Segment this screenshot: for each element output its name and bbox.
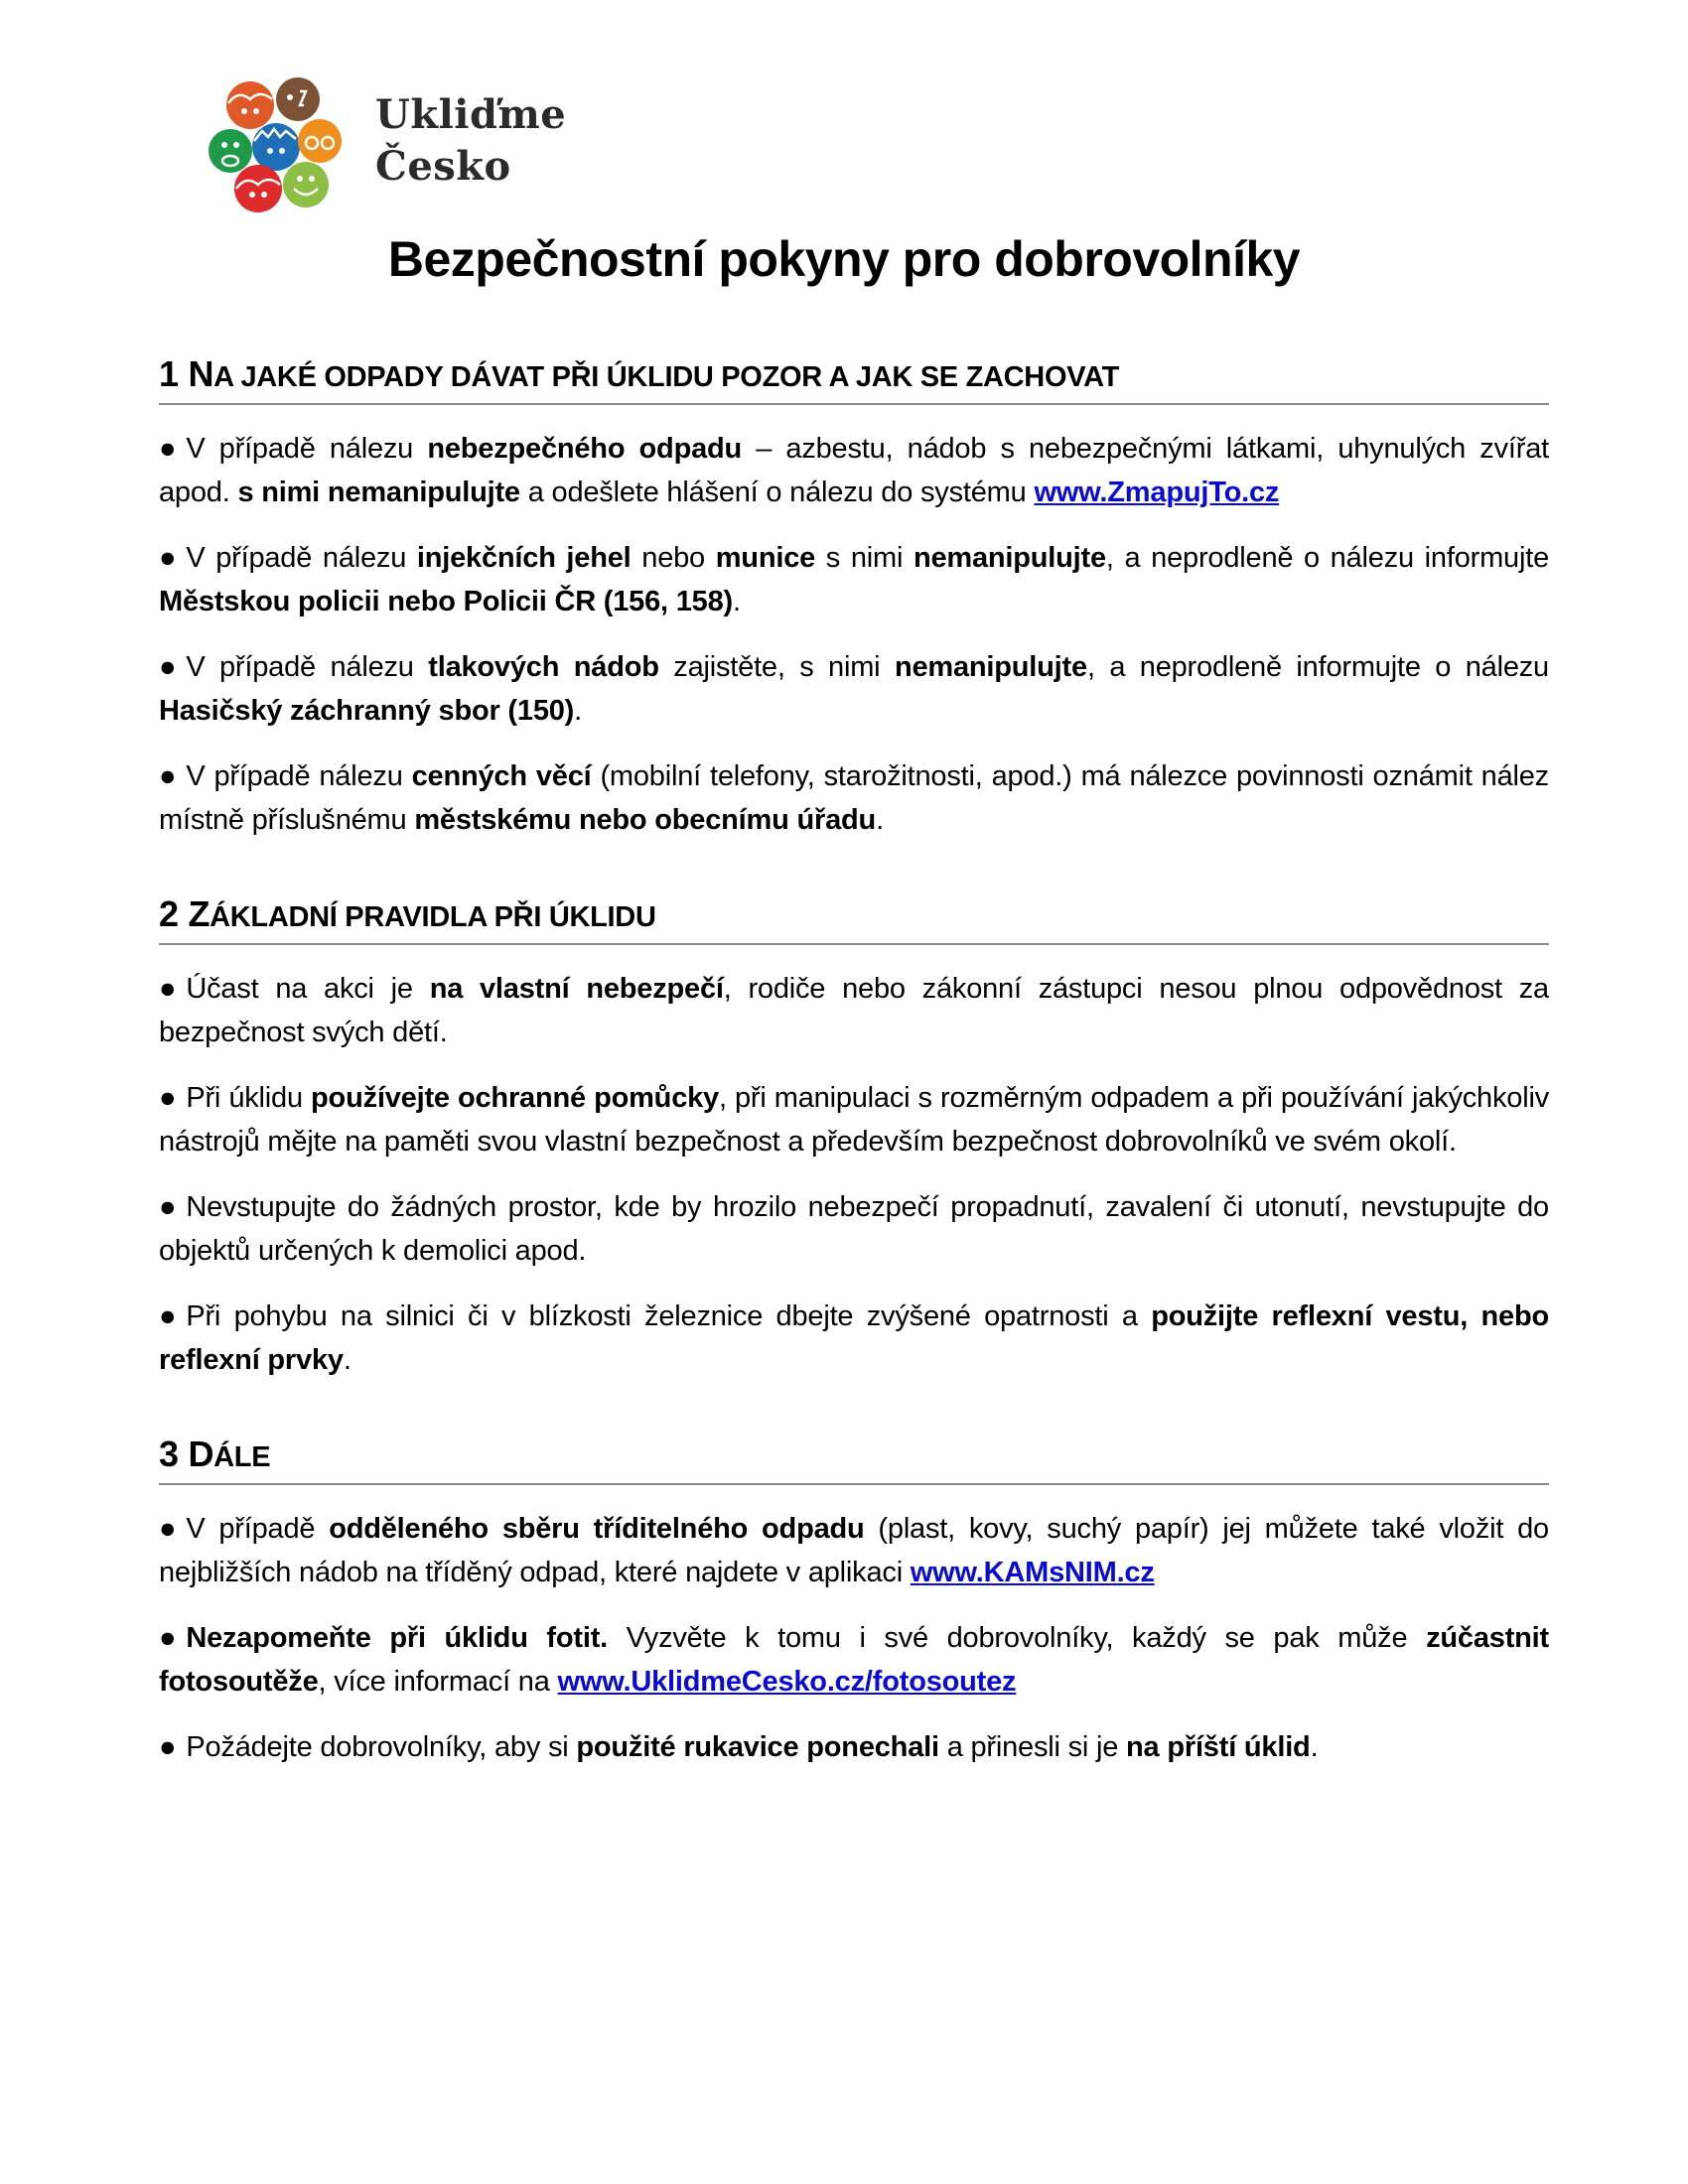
list-item: ● V případě nálezu injekčních jehel nebo munice s nimi nemanipulujte, a neprodleně o nálezu informujte Městskou policii nebo Policii ČR (156, 158). [159,536,1549,623]
bullet-icon: ● [159,760,177,792]
bullet-icon: ● [159,433,177,465]
section-heading: 2 ZÁKLADNÍ PRAVIDLA PŘI ÚKLIDU [159,893,1549,945]
faces-logo-icon [207,75,346,214]
logo-wordmark [375,89,566,193]
list-item: ● Při úklidu používejte ochranné pomůcky, při manipulaci s rozměrným odpadem a při používání jakýchkoliv nástrojů mějte na paměti svou vlastní bezpečnost a především bezpečnost dobrovolníků ve svém okolí. [159,1076,1549,1163]
bullet-icon: ● [159,1731,177,1763]
bullet-icon: ● [159,651,177,683]
bullet-icon: ● [159,1300,177,1332]
bullet-icon: ● [159,1513,177,1545]
list-item: ● V případě nálezu nebezpečného odpadu – azbestu, nádob s nebezpečnými látkami, uhynulých zvířat apod. s nimi nemanipulujte a odešlete hlášení o nálezu do systému www.ZmapujTo.cz [159,427,1549,514]
list-item: ● V případě nálezu cenných věcí (mobilní telefony, starožitnosti, apod.) má nálezce povinnosti oznámit nález místně příslušnému městskému nebo obecnímu úřadu. [159,754,1549,842]
bullet-icon: ● [159,1622,177,1654]
list-item: ● Požádejte dobrovolníky, aby si použité rukavice ponechali a přinesli si je na příští úklid. [159,1725,1549,1769]
list-item: ● V případě odděleného sběru tříditelného odpadu (plast, kovy, suchý papír) jej můžete také vložit do nejbližších nádob na tříděný odpad, které najdete v aplikaci www.KAMsNIM.cz [159,1507,1549,1594]
bullet-icon: ● [159,542,177,574]
logo-line-1: Ukliďme [375,91,567,138]
section-1 [159,353,1549,842]
list-item: ● V případě nálezu tlakových nádob zajistěte, s nimi nemanipulujte, a neprodleně informujte o nálezu Hasičský záchranný sbor (150). [159,645,1549,733]
logo-line-2: Česko [375,143,511,190]
document-body [159,353,1549,1821]
list-item: ● Při pohybu na silnici či v blízkosti železnice dbejte zvýšené opatrnosti a použijte reflexní vestu, nebo reflexní prvky. [159,1295,1549,1382]
section-2 [159,893,1549,1382]
logo [207,75,584,214]
section-heading: 1 NA JAKÉ ODPADY DÁVAT PŘI ÚKLIDU POZOR A JAK SE ZACHOVAT [159,353,1549,405]
zmapujto-link[interactable]: www.ZmapujTo.cz [1034,477,1280,508]
bullet-icon: ● [159,973,177,1005]
section-3 [159,1433,1549,1769]
section-heading: 3 DÁLE [159,1433,1549,1485]
kamsnim-link[interactable]: www.KAMsNIM.cz [910,1557,1155,1588]
bullet-icon: ● [159,1191,177,1223]
fotosoutez-link[interactable]: www.UklidmeCesko.cz/fotosoutez [557,1666,1017,1698]
list-item: ● Účast na akci je na vlastní nebezpečí, rodiče nebo zákonní zástupci nesou plnou odpovědnost za bezpečnost svých dětí. [159,967,1549,1054]
list-item: ● Nezapomeňte při úklidu fotit. Vyzvěte k tomu i své dobrovolníky, každý se pak může zúčastnit fotosoutěže, více informací na www.UklidmeCesko.cz/fotosoutez [159,1616,1549,1704]
list-item: ● Nevstupujte do žádných prostor, kde by hrozilo nebezpečí propadnutí, zavalení či utonutí, nevstupujte do objektů určených k demolici apod. [159,1185,1549,1273]
page-title: Bezpečnostní pokyny pro dobrovolníky [387,231,1301,287]
bullet-icon: ● [159,1082,177,1114]
